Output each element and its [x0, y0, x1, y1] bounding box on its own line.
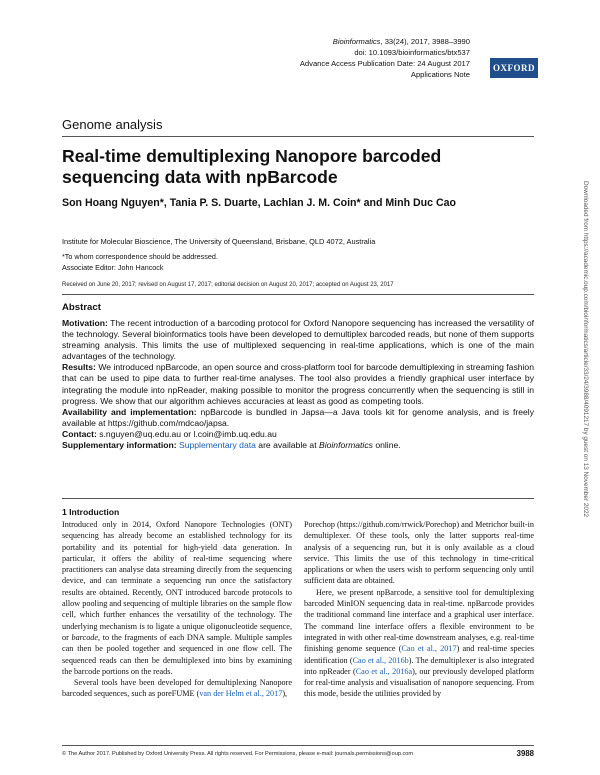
journal-citation: , 33(24), 2017, 3988–3990	[380, 37, 470, 46]
download-side-note: Downloaded from https://academic.oup.com/bioinformatics/article/33/24/3988/4091217 by guest on 13 November 2022	[582, 181, 589, 518]
associate-editor: Associate Editor: John Hancock	[62, 263, 164, 272]
abstract-divider	[62, 294, 534, 295]
footer-divider	[62, 745, 534, 746]
correspondence-note: *To whom correspondence should be addressed.	[62, 252, 218, 261]
citation-link[interactable]: van der Helm et al., 2017	[199, 689, 283, 699]
intro-paragraph-4c: ). The demultiplexer is also integrated into npReader (	[304, 655, 534, 676]
dates: Received on June 20, 2017; revised on August 17, 2017; editorial decision on August 20, 2017; accepted on August 23, 2017	[62, 282, 394, 288]
availability-label: Availability and implementation:	[62, 406, 197, 417]
authors: Son Hoang Nguyen*, Tania P. S. Duarte, Lachlan J. M. Coin* and Minh Duc Cao	[62, 197, 456, 209]
affiliation: Institute for Molecular Bioscience, The University of Queensland, Brisbane, QLD 4072, Australia	[62, 237, 376, 246]
supplementary-label: Supplementary information:	[62, 440, 177, 451]
intro-paragraph-3: Porechop (https://github.com/rrwick/Porechop) and Metrichor built-in demultiplexer. Of these tools, only the latter supports real-time analysis of a sequencing run, but it is only available as a cloud service. This limits the use of this technology in time-critical applications or when the users wish to perform sequencing only until sufficient data are obtained.	[304, 520, 534, 586]
copyright-footer: © The Author 2017. Published by Oxford University Press. All rights reserved. For Permissions, please e-mail: journals.permissions@oup.com	[62, 751, 414, 757]
journal-name: Bioinformatics	[332, 37, 381, 46]
citation-link[interactable]: Cao et al., 2017	[401, 644, 457, 654]
oxford-logo: OXFORD	[490, 58, 538, 78]
section-label: Genome analysis	[62, 117, 163, 132]
motivation-label: Motivation:	[62, 318, 108, 328]
doi[interactable]: doi: 10.1093/bioinformatics/btx537	[354, 48, 470, 57]
citation-link[interactable]: Cao et al., 2016b	[352, 655, 409, 665]
advance-access-date: Advance Access Publication Date: 24 August 2017	[299, 59, 470, 68]
results-label: Results:	[62, 362, 96, 373]
introduction-heading: 1 Introduction	[62, 507, 120, 517]
section-divider	[62, 136, 534, 137]
results-text: We introduced npBarcode, an open source and cross-platform tool for barcode demultiplexing in streaming fashion that can be used to pipe data to further real-time analyses. The tool also provides a friendly graphical user interface by integrating the module into npReader, making possible to monitor the progress concurrently when the sequencing is still in progress. We show that our algorithm achieves accuracies at least as good as competing tools.	[62, 362, 534, 406]
body-column-left	[62, 519, 292, 700]
motivation-text: The recent introduction of a barcoding protocol for Oxford Nanopore sequencing has increased the versatility of the technology. Several bioinformatics tools have been developed to demultiplex barcoded reads, but none of them supports streaming analysis. This limits the use of multiplexed sequencing in real-time applications, which is one of the main advantages of the technology.	[62, 318, 534, 362]
intro-paragraph-4: Here, we present npBarcode, a sensitive tool for demultiplexing barcoded MinION sequencing data in real-time. npBarcode provides the traditional command line interface and a graphical user interface. The command line interface offers a flexible environment to be integrated in with other real-time downstream analyses, e.g. real-time finishing genome sequence (	[304, 587, 534, 654]
abstract-heading: Abstract	[62, 302, 101, 313]
intro-paragraph-1-end: , to the fragments of each DNA sample. Multiple samples can then be pooled together and sequenced in one flow cell. The sequenced reads can then be demultiplexed into bins by examining the barcode portions on the reads.	[62, 632, 292, 676]
body-divider	[62, 498, 534, 499]
contact-label: Contact:	[62, 428, 97, 439]
body-column-right	[304, 519, 534, 700]
intro-paragraph-2: Several tools have been developed for demultiplexing Nanopore barcoded sequences, such as poreFUME (	[62, 678, 292, 699]
availability-text: npBarcode is bundled in Japsa—a Java tools kit for genome analysis, and is freely available at https://github.com/mdcao/japsa.	[62, 406, 534, 428]
abstract	[62, 318, 534, 451]
article-title: Real-time demultiplexing Nanopore barcoded sequencing data with npBarcode	[62, 146, 442, 187]
journal-header	[300, 36, 470, 80]
barcode-term: barcode	[71, 632, 99, 642]
intro-paragraph-4b: ) and real-time species identification (	[304, 644, 534, 665]
intro-paragraph-4d: ), our previously developed platform for real-time analysis and visualisation of nanopore sequencing. From this mode, beside the utilities provided by	[304, 666, 535, 699]
intro-paragraph-1: Introduced only in 2014, Oxford Nanopore Technologies (ONT) sequencing has already become an established technology for its portability and its potential for high-yield data generation. In particular, it offers the ability of real-time sequencing where practitioners can analyse data streaming directly from the sequencing device, and can terminate a sequencing run once the satisfactory results are obtained. Recently, ONT introduced barcode protocols to allow pooling and sequencing of multiple libraries on the sample flow cell, which further enhances the versatility of the technology. The underlying mechanism is to ligate a unique oligonucleotide sequence, or	[62, 520, 292, 642]
citation-link[interactable]: Cao et al., 2016a	[355, 666, 413, 676]
intro-paragraph-2-end: ),	[282, 689, 288, 699]
contact-text[interactable]: s.nguyen@uq.edu.au or l.coin@imb.uq.edu.au	[99, 428, 277, 439]
supplementary-end: online.	[372, 440, 401, 451]
supplementary-link[interactable]: Supplementary data	[178, 440, 256, 451]
supplementary-text: are available at	[255, 440, 319, 451]
supplementary-journal: Bioinformatics	[318, 440, 373, 451]
article-type: Applications Note	[410, 70, 470, 79]
page-number: 3988	[516, 749, 534, 758]
